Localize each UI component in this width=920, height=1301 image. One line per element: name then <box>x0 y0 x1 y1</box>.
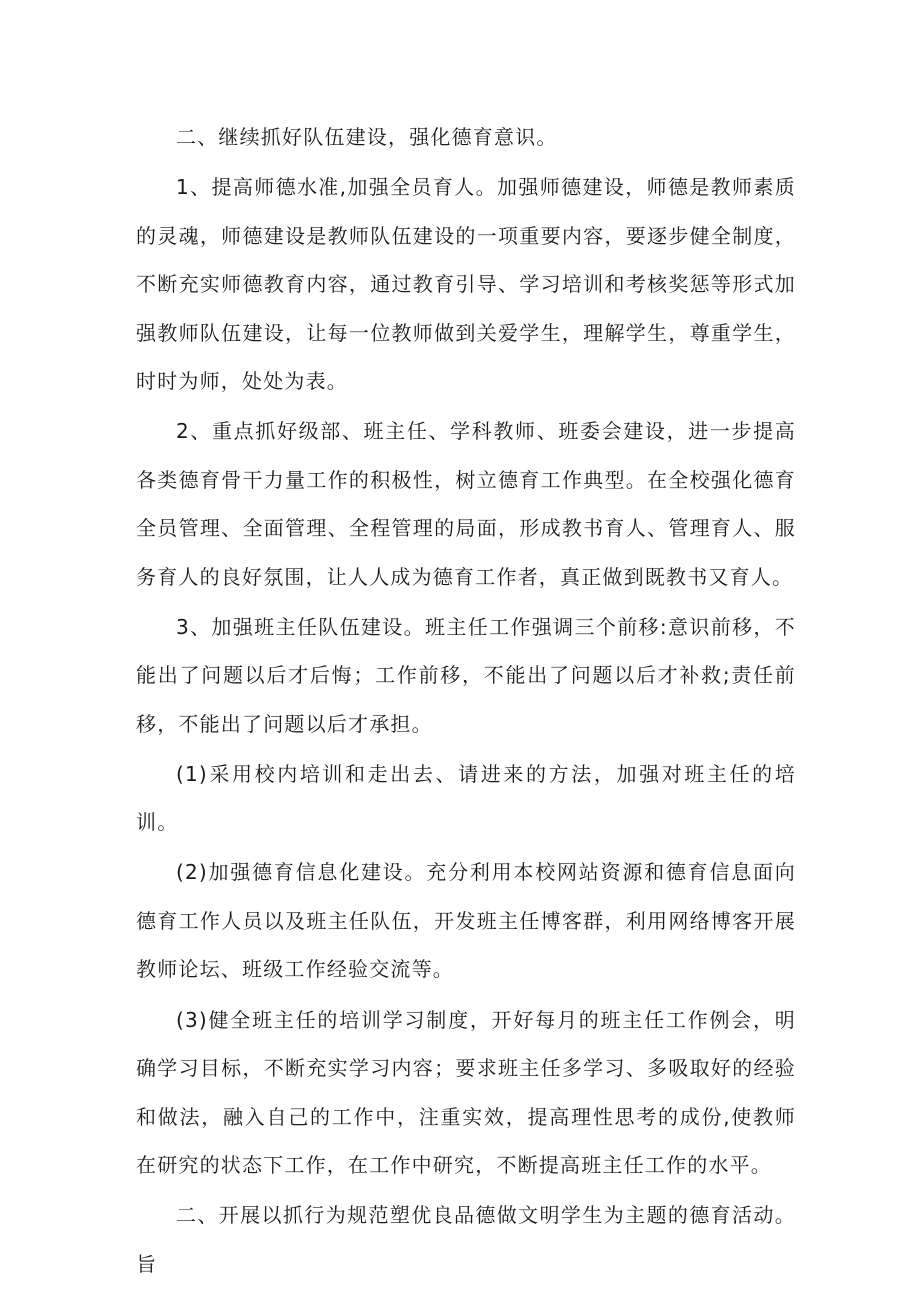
section-heading: 二、继续抓好队伍建设，强化德育意识。 <box>176 125 558 149</box>
section-heading-activities: 二、开展以抓行为规范塑优良品德做文明学生为主题的德育活动。旨 <box>136 1203 796 1276</box>
paragraph-key-staff: 2、重点抓好级部、班主任、学科教师、班委会建设，进一步提高各类德育骨干力量工作的积极性，树立德育工作典型。在全校强化德育全员管理、全面管理、全程管理的局面，形成教书育人、管理育人、服务育人的良好氛围，让人人成为德育工作者，真正做到既教书又育人。 <box>136 419 796 589</box>
document-body <box>136 113 796 1290</box>
paragraph-teacher-ethics: 1、提高师德水准,加强全员育人。加强师德建设，师德是教师素质的灵魂，师德建设是教师队伍建设的一项重要内容，要逐步健全制度，不断充实师德教育内容，通过教育引导、学习培训和考核奖惩等形式加强教师队伍建设，让每一位教师做到关爱学生，理解学生，尊重学生，时时为师，处处为表。 <box>136 175 796 394</box>
paragraph-item-2: (2)加强德育信息化建设。充分利用本校网站资源和德育信息面向德育工作人员以及班主任队伍，开发班主任博客群，利用网络博客开展教师论坛、班级工作经验交流等。 <box>136 860 796 982</box>
paragraph-item-1: (1)采用校内培训和走出去、请进来的方法，加强对班主任的培训。 <box>136 761 796 835</box>
paragraph-head-teacher-team: 3、加强班主任队伍建设。班主任工作强调三个前移:意识前移，不能出了问题以后才后悔；工作前移，不能出了问题以后才补救;责任前移，不能出了问题以后才承担。 <box>136 614 796 736</box>
paragraph-item-3: (3)健全班主任的培训学习制度，开好每月的班主任工作例会，明确学习目标，不断充实学习内容；要求班主任多学习、多吸取好的经验和做法，融入自己的工作中，注重实效，提高理性思考的成份,使教师在研究的状态下工作，在工作中研究，不断提高班主任工作的水平。 <box>136 1007 796 1178</box>
